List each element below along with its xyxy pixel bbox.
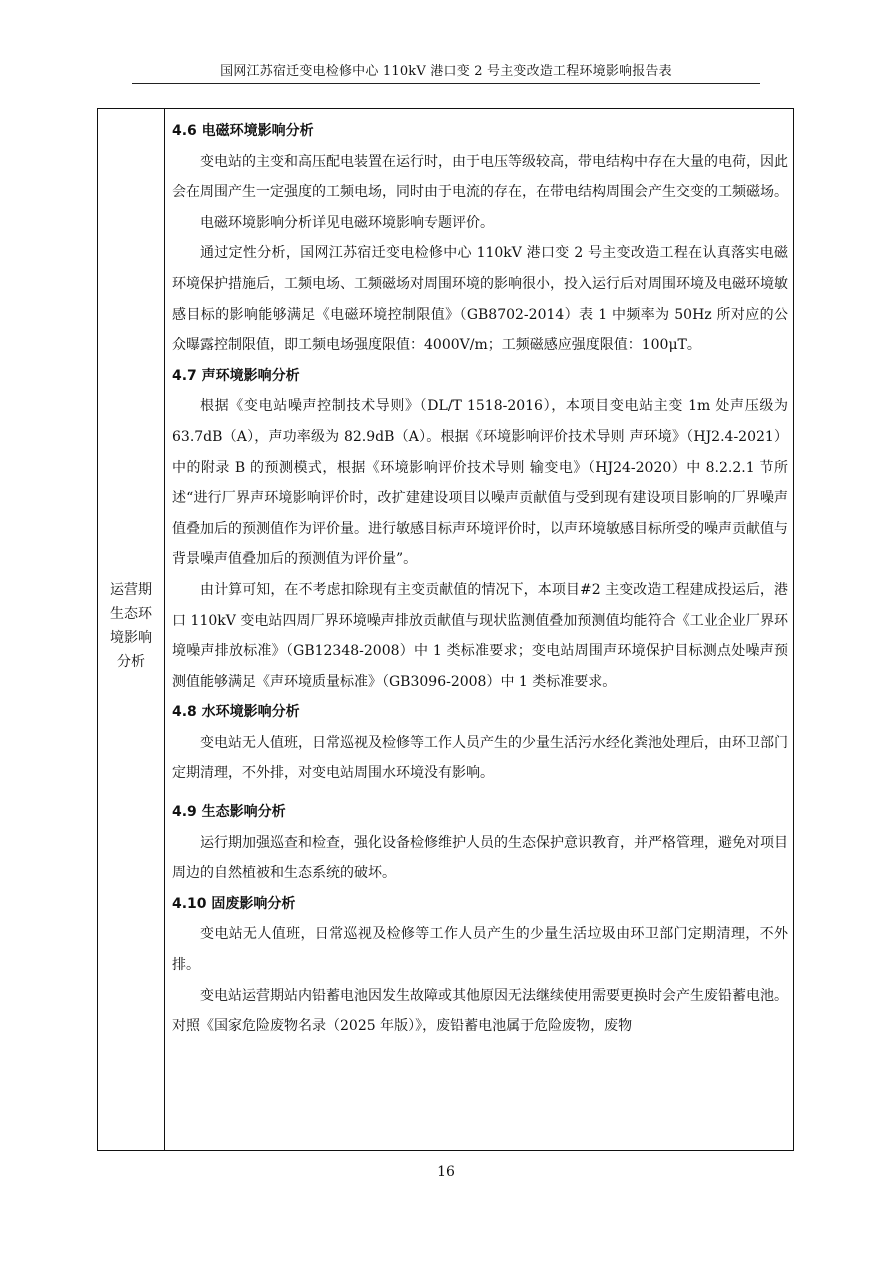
section-electromagnetic <box>172 116 788 361</box>
section-heading: 4.9 生态影响分析 <box>172 804 286 821</box>
row-label-line: 境影响 <box>110 630 152 646</box>
header-rule <box>132 83 760 84</box>
paragraph: 变电站无人值班，日常巡视及检修等工作人员产生的少量生活垃圾由环卫部门定期清理，不外排。 <box>172 926 788 974</box>
section-heading: 4.7 声环境影响分析 <box>172 367 300 384</box>
page-number: 16 <box>437 1164 455 1180</box>
section-heading: 4.8 水环境影响分析 <box>172 704 300 721</box>
row-label-line: 分析 <box>117 654 145 670</box>
paragraph: 变电站无人值班，日常巡视及检修等工作人员产生的少量生活污水经化粪池处理后，由环卫部门定期清理，不外排，对变电站周围水环境没有影响。 <box>172 734 788 782</box>
paragraph: 通过定性分析，国网江苏宿迁变电检修中心 110kV 港口变 2 号主变改造工程在认真落实电磁环境保护措施后，工频电场、工频磁场对周围环境的影响很小，投入运行后对周围环境及电磁环境敏感目标的影响能够满足《电磁环境控制限值》（GB8702-2014）表 1 中频率为 50Hz 所对应的公众曝露控制限值，即工频电场强度限值：4000V/m；工频磁感应强度限值：100μT。 <box>172 245 788 354</box>
paragraph: 变电站的主变和高压配电装置在运行时，由于电压等级较高，带电结构中存在大量的电荷，因此会在周围产生一定强度的工频电场，同时由于电流的存在，在带电结构周围会产生交变的工频磁场。 <box>172 153 788 201</box>
row-label <box>101 578 161 674</box>
spacer <box>172 789 788 797</box>
section-ecology <box>172 797 788 889</box>
table-content-cell <box>172 116 788 1042</box>
section-heading: 4.6 电磁环境影响分析 <box>172 123 314 139</box>
row-label-line: 运营期 <box>110 582 152 598</box>
row-label-line: 生态环 <box>110 606 152 622</box>
paragraph: 由计算可知，在不考虑扣除现有主变贡献值的情况下，本项目#2 主变改造工程建成投运后，港口 110kV 变电站四周厂界环境噪声排放贡献值与现状监测值叠加预测值均能符合《工业企业厂界环境噪声排放标准》（GB12348-2008）中 1 类标准要求；变电站周围声环境保护目标测点处噪声预测值能够满足《声环境质量标准》（GB3096-2008）中 1 类标准要求。 <box>172 581 788 690</box>
column-divider <box>164 108 165 1151</box>
section-solid-waste <box>172 889 788 1042</box>
paragraph: 运行期加强巡查和检查，强化设备检修维护人员的生态保护意识教育，并严格管理，避免对项目周边的自然植被和生态系统的破坏。 <box>172 834 788 882</box>
section-heading: 4.10 固废影响分析 <box>172 895 296 912</box>
paragraph: 变电站运营期站内铅蓄电池因发生故障或其他原因无法继续使用需要更换时会产生废铅蓄电池。对照《国家危险废物名录（2025 年版）》，废铅蓄电池属于危险废物，废物 <box>172 987 788 1035</box>
section-acoustic <box>172 361 788 698</box>
section-water <box>172 697 788 789</box>
document-header: 国网江苏宿迁变电检修中心 110kV 港口变 2 号主变改造工程环境影响报告表 <box>220 64 672 79</box>
paragraph: 根据《变电站噪声控制技术导则》（DL/T 1518-2016），本项目变电站主变 1m 处声压级为 63.7dB（A），声功率级为 82.9dB（A）。根据《环境影响评价技术导则 声环境》（HJ2.4-2021）中的附录 B 的预测模式，根据《环境影响评价技术导则 输变电》（HJ24-2020）中 8.2.2.1 节所述“进行厂界声环境影响评价时，改扩建建设项目以噪声贡献值与受到现有建设项目影响的厂界噪声值叠加后的预测值作为评价量。进行敏感目标声环境评价时，以声环境敏感目标所受的噪声贡献值与背景噪声值叠加后的预测值为评价量”。 <box>172 398 788 568</box>
paragraph: 电磁环境影响分析详见电磁环境影响专题评价。 <box>200 214 494 231</box>
